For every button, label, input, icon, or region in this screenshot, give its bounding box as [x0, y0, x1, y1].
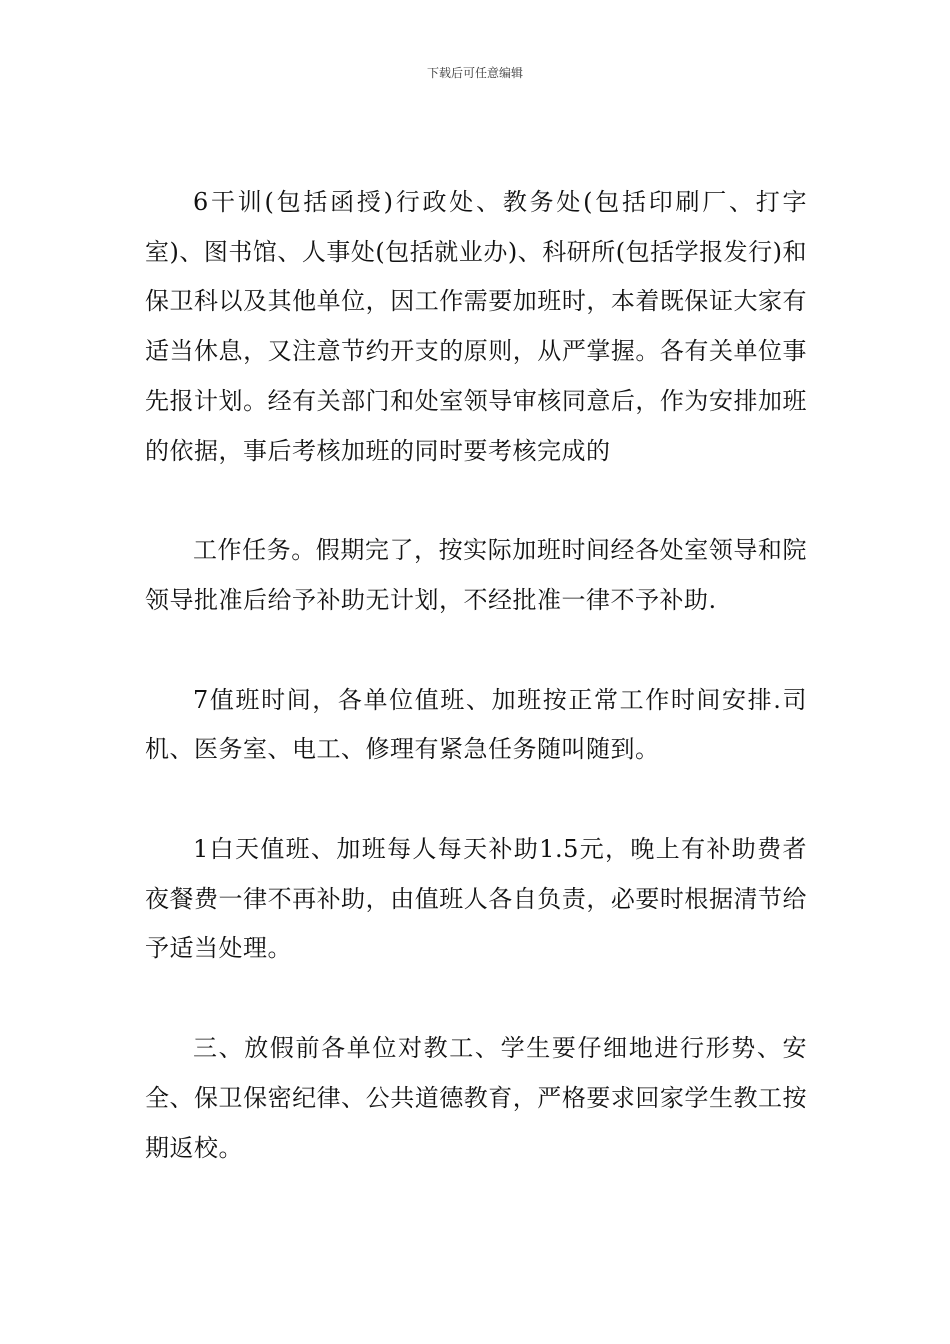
document-body: [145, 178, 807, 1173]
paragraph-overtime-units: 6干训(包括函授)行政处、教务处(包括印刷厂、打字室)、图书馆、人事处(包括就业办)、科研所(包括学报发行)和保卫科以及其他单位，因工作需要加班时，本着既保证大家有适当休息，又注意节约开支的原则，从严掌握。各有关单位事先报计划。经有关部门和处室领导审核同意后，作为安排加班的依据，事后考核加班的同时要考核完成的: [145, 188, 807, 465]
paragraph-pre-holiday-education: 三、放假前各单位对教工、学生要仔细地进行形势、安全、保卫保密纪律、公共道德教育，严格要求回家学生教工按期返校。: [145, 1034, 807, 1162]
paragraph-duty-subsidy: 1白天值班、加班每人每天补助1.5元，晚上有补助费者夜餐费一律不再补助，由值班人各自负责，必要时根据清节给予适当处理。: [145, 835, 807, 963]
paragraph-work-tasks: 工作任务。假期完了，按实际加班时间经各处室领导和院领导批准后给予补助无计划，不经批准一律不予补助.: [145, 536, 807, 614]
paragraph-duty-time: 7值班时间，各单位值班、加班按正常工作时间安排.司机、医务室、电工、修理有紧急任务随叫随到。: [145, 685, 807, 764]
page-header: 下载后可任意编辑: [426, 66, 523, 80]
